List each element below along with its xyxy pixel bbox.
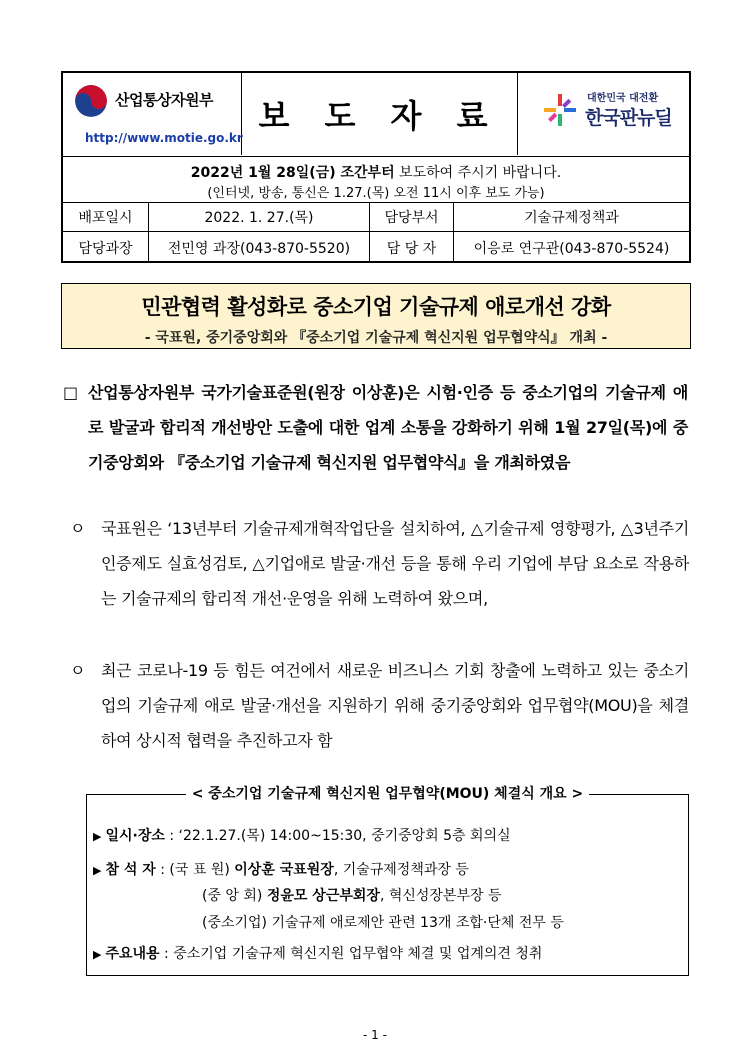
contact-row xyxy=(63,232,689,263)
press-release-header xyxy=(61,71,691,263)
date-label: 일시·장소 xyxy=(105,828,165,844)
new-deal-logo xyxy=(517,73,689,155)
dept-value: 기술규제정책과 xyxy=(524,210,619,226)
content-label: 주요내용 xyxy=(105,946,160,962)
headline-box xyxy=(61,283,691,349)
brand-slogan: 대한민국 대전환 xyxy=(587,93,659,104)
date-value: : ‘22.1.27.(목) 14:00~15:30, 중기중앙회 5층 회의실 xyxy=(164,828,511,844)
attendees-1-rest: , 기술규제정책과장 등 xyxy=(333,862,469,878)
staff-label: 담 당 자 xyxy=(370,232,454,263)
content-value: : 중소기업 기술규제 혁신지원 업무협약 체결 및 업계의견 청취 xyxy=(159,946,543,962)
embargo-notice xyxy=(63,162,689,182)
headline-title: 민관협력 활성화로 중소기업 기술규제 애로개선 강화 xyxy=(141,295,611,319)
taegeuk-emblem-icon xyxy=(75,85,107,117)
triangle-marker-icon: ▶ xyxy=(93,830,102,843)
embargo-row xyxy=(63,157,689,203)
brand-name: 한국판뉴딜 xyxy=(585,107,672,129)
overview-title: < 중소기업 기술규제 혁신지원 업무협약(MOU) 체결식 개요 > xyxy=(186,786,590,802)
ministry-url-link[interactable]: http://www.motie.go.kr xyxy=(85,131,243,145)
overview-date-line xyxy=(93,825,511,845)
overview-attendees-2 xyxy=(202,885,501,905)
embargo-date: 2022년 1월 28일(금) 조간부터 xyxy=(190,165,395,181)
triangle-marker-icon: ▶ xyxy=(93,948,102,961)
page-number: - 1 - xyxy=(363,1028,387,1042)
overview-attendees-3: (중소기업) 기술규제 애로제안 관련 13개 조합·단체 전무 등 xyxy=(202,915,564,931)
circle-bullet-icon: ㅇ xyxy=(70,661,86,680)
paragraph-1: 산업통상자원부 국가기술표준원(원장 이상훈)은 시험·인증 등 중소기업의 기술규제 애로 발굴과 합리적 개선방안 도출에 대한 업계 소통을 강화하기 위해 1월 27일(목)에 중기중앙회와 『중소기업 기술규제 혁신지원 업무협약식』을 개최하였음 xyxy=(88,383,688,472)
attendees-1-prefix: : (국 표 원) xyxy=(155,862,235,878)
paragraph-2: 국표원은 ‘13년부터 기술규제개혁작업단을 설치하여, △기술규제 영향평가, △3년주기 인증제도 실효성검토, △기업애로 발굴·개선 등을 통해 우리 기업에 부담 요소로 작용하는 기술규제의 합리적 개선·운영을 위해 노력하여 왔으며, xyxy=(101,519,689,608)
attendees-1-name: 이상훈 국표원장 xyxy=(234,862,334,878)
mou-overview-box xyxy=(86,786,689,976)
square-bullet-icon: □ xyxy=(63,383,79,402)
embargo-text: 보도하여 주시기 바랍니다. xyxy=(394,165,562,181)
attendees-label: 참 석 자 xyxy=(105,862,156,878)
headline-subtitle: - 국표원, 중기중앙회와 『중소기업 기술규제 혁신지원 업무협약식』 개최 - xyxy=(144,330,608,346)
manager-value: 전민영 과장(043-870-5520) xyxy=(149,232,370,263)
document-type-title: 보 도 자 료 xyxy=(241,73,518,155)
header-top-row xyxy=(63,73,689,157)
pinwheel-icon xyxy=(543,93,577,127)
paragraph-3: 최근 코로나-19 등 힘든 여건에서 새로운 비즈니스 기회 창출에 노력하고 있는 중소기업의 기술규제 애로 발굴·개선을 지원하기 위해 중기중앙회와 업무협약(MOU)을 체결하여 상시적 협력을 추진하고자 함 xyxy=(101,661,689,750)
release-row xyxy=(63,203,689,232)
triangle-marker-icon: ▶ xyxy=(93,864,102,877)
manager-label: 담당과장 xyxy=(63,232,149,263)
overview-attendees-line xyxy=(93,859,469,879)
release-label: 배포일시 xyxy=(63,203,149,231)
attendees-2-name: 정윤모 상근부회장 xyxy=(266,888,380,904)
overview-content-line xyxy=(93,943,542,963)
attendees-2-prefix: (중 앙 회) xyxy=(202,888,267,904)
attendees-2-rest: , 혁신성장본부장 등 xyxy=(379,888,502,904)
circle-bullet-icon: ㅇ xyxy=(70,519,86,538)
ministry-logo-area xyxy=(63,73,242,155)
staff-value: 이응로 연구관(043-870-5524) xyxy=(473,240,670,257)
embargo-note: (인터넷, 방송, 통신은 1.27.(목) 오전 11시 이후 보도 가능) xyxy=(207,186,545,201)
ministry-name: 산업통상자원부 xyxy=(115,91,213,109)
release-value: 2022. 1. 27.(목) xyxy=(149,203,370,231)
dept-label: 담당부서 xyxy=(370,203,454,231)
